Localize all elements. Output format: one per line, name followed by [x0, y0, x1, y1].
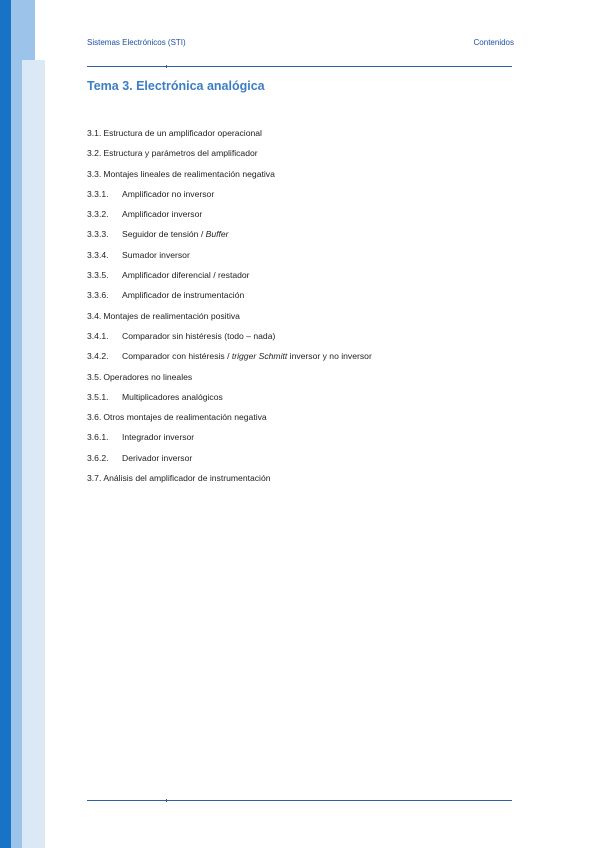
- toc-entry-text: Derivador inversor: [122, 452, 193, 463]
- footer-rule-mark: [166, 799, 167, 802]
- toc-entry[interactable]: [87, 269, 372, 289]
- header-right: Contenidos: [473, 38, 514, 47]
- toc-entry-text: Estructura de un amplificador operacional: [103, 128, 262, 138]
- toc-entry-text: Amplificador de instrumentación: [122, 290, 245, 301]
- toc-entry[interactable]: [87, 228, 372, 248]
- header-rule-mark: [166, 65, 167, 68]
- toc-entry-text: Análisis del amplificador de instrumentación: [103, 473, 271, 484]
- toc-entry[interactable]: [87, 371, 372, 391]
- side-bar-dark: [0, 0, 11, 848]
- toc-entry[interactable]: [87, 431, 372, 451]
- page-title: Tema 3. Electrónica analógica: [87, 79, 265, 93]
- toc-entry-text: Comparador sin histéresis (todo – nada): [122, 330, 276, 341]
- toc-entry[interactable]: [87, 411, 372, 431]
- toc-entry-number: 3.5.: [87, 371, 102, 382]
- toc-entry-number: 3.7.: [87, 473, 102, 484]
- toc-entry[interactable]: [87, 168, 372, 188]
- toc-entry-number: 3.3.: [87, 168, 102, 179]
- toc-entry[interactable]: [87, 289, 372, 309]
- toc-entry-number: 3.4.1.: [87, 330, 109, 341]
- toc-entry-number: 3.6.2.: [87, 452, 109, 463]
- toc-entry-number: 3.6.1.: [87, 432, 109, 443]
- toc-entry-number: 3.3.3.: [87, 229, 109, 240]
- toc-entry-number: 3.3.4.: [87, 249, 109, 260]
- toc-entry-number: 3.3.5.: [87, 270, 109, 281]
- toc-entry-number: 3.4.: [87, 310, 102, 321]
- header-rule: [87, 66, 512, 67]
- toc-entry-text: Seguidor de tensión /: [122, 229, 206, 240]
- header-left: Sistemas Electrónicos (STI): [87, 38, 186, 47]
- toc-entry[interactable]: [87, 310, 372, 330]
- toc-entry-number: 3.2.: [87, 148, 102, 159]
- toc-entry-number: 3.5.1.: [87, 391, 109, 402]
- toc-entry-text: Operadores no lineales: [103, 371, 193, 382]
- toc-entry[interactable]: [87, 147, 372, 167]
- toc-entry-italic: trigger Schmitt: [231, 351, 288, 362]
- toc-entry-number: 3.3.1.: [87, 188, 109, 199]
- toc-entry-text-after: inversor y no inversor: [287, 351, 372, 362]
- toc-entry-text: Montajes de realimentación positiva: [103, 310, 240, 321]
- toc-entry-text: Comparador con histéresis /: [122, 351, 232, 362]
- toc-entry[interactable]: [87, 472, 372, 492]
- toc-entry[interactable]: [87, 391, 372, 411]
- toc-entry-text: Sumador inversor: [122, 249, 190, 260]
- toc-entry[interactable]: [87, 452, 372, 472]
- toc-entry-text: Amplificador diferencial / restador: [122, 270, 250, 281]
- toc-entry-text: Amplificador inversor: [122, 209, 203, 220]
- table-of-contents: [87, 127, 372, 492]
- toc-entry-text: Montajes lineales de realimentación negativa: [103, 168, 275, 179]
- toc-entry[interactable]: [87, 249, 372, 269]
- toc-entry-number: 3.6.: [87, 412, 102, 423]
- toc-entry-text: Amplificador no inversor: [122, 188, 215, 199]
- footer-rule: [87, 800, 512, 801]
- toc-entry-text: Estructura y parámetros del amplificador: [103, 148, 258, 159]
- side-bar-light: [22, 60, 45, 848]
- toc-entry-number: 3.4.2.: [87, 351, 109, 362]
- toc-entry[interactable]: [87, 127, 372, 147]
- toc-entry[interactable]: [87, 208, 372, 228]
- toc-entry[interactable]: [87, 330, 372, 350]
- toc-entry-text: Integrador inversor: [122, 432, 195, 443]
- toc-entry-number: 3.1.: [87, 128, 102, 138]
- toc-entry-italic: Buffer: [205, 229, 229, 240]
- toc-entry-number: 3.3.6.: [87, 290, 109, 301]
- toc-entry-text: Otros montajes de realimentación negativa: [103, 412, 267, 423]
- toc-entry-text: Multiplicadores analógicos: [122, 391, 223, 402]
- toc-entry[interactable]: [87, 350, 372, 370]
- toc-entry-number: 3.3.2.: [87, 209, 109, 220]
- toc-entry[interactable]: [87, 188, 372, 208]
